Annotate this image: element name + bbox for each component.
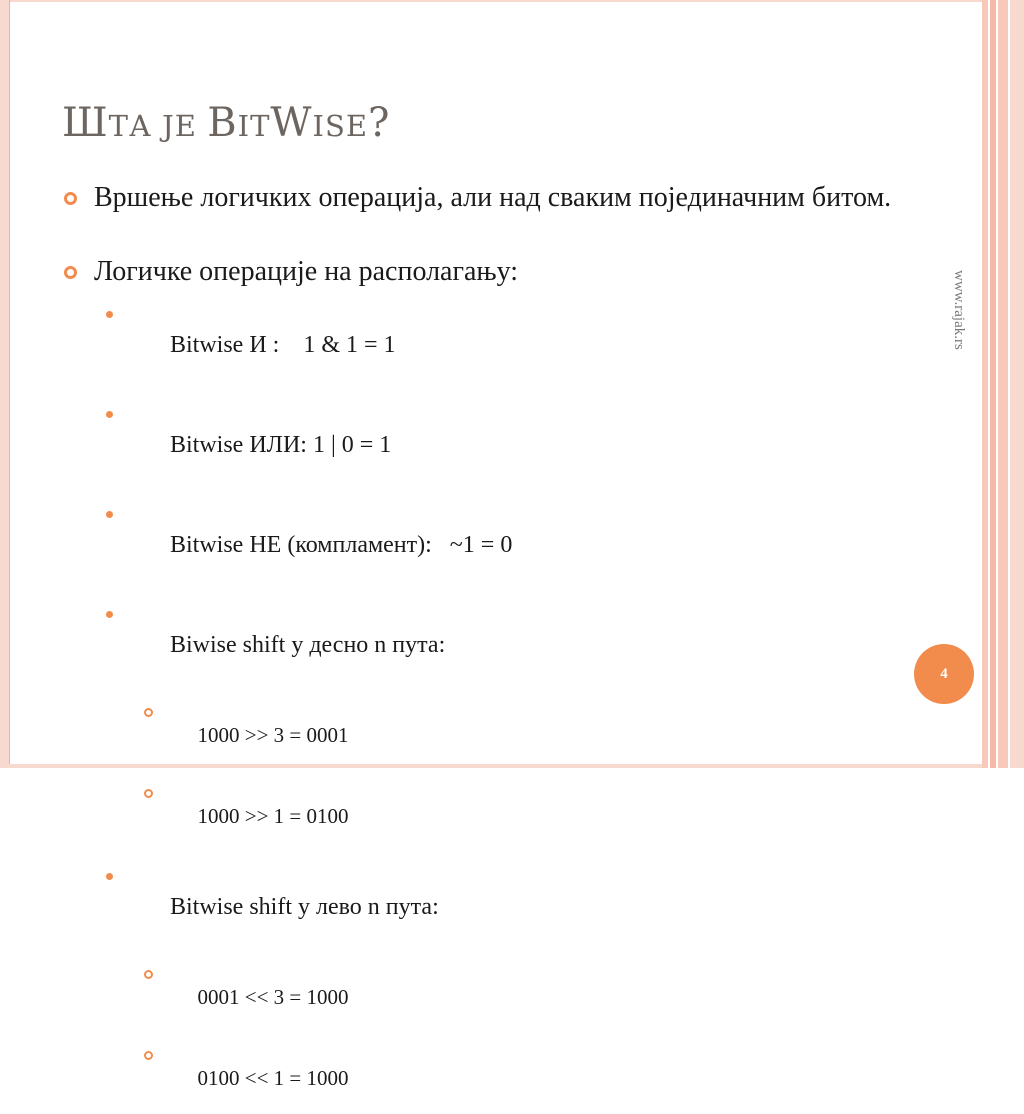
right-stripe — [998, 0, 1008, 768]
sub-bullet-text: Bitwise ИЛИ: 1 | 0 = 1 — [170, 432, 392, 458]
sub-bullet-item — [62, 300, 922, 390]
dot-bullet-icon — [106, 873, 113, 880]
frame-left — [0, 0, 9, 768]
example-item — [62, 1042, 922, 1114]
small-ring-bullet-icon — [144, 708, 153, 717]
website-url — [943, 270, 973, 380]
small-ring-bullet-icon — [144, 1051, 153, 1060]
page-number: 4 — [940, 665, 948, 682]
dot-bullet-icon — [106, 311, 113, 318]
website-url-text: www.rajak.rs — [951, 270, 967, 350]
sub-bullet-item — [62, 600, 922, 690]
dot-bullet-icon — [106, 511, 113, 518]
bullet-item — [62, 180, 922, 216]
frame-top — [0, 0, 1024, 2]
sub-bullet-item — [62, 400, 922, 490]
right-stripe — [1010, 0, 1024, 768]
example-text: 1000 >> 1 = 0100 — [197, 804, 349, 828]
bullet-item — [62, 254, 922, 290]
example-item — [62, 780, 922, 852]
small-ring-bullet-icon — [144, 789, 153, 798]
slide-content — [62, 180, 922, 1114]
dot-bullet-icon — [106, 411, 113, 418]
dot-bullet-icon — [106, 611, 113, 618]
sub-bullet-text: Bitwise shift у лево n пута: — [170, 894, 439, 920]
example-item — [62, 961, 922, 1033]
sub-bullet-text: Bitwise И : 1 & 1 = 1 — [170, 332, 396, 358]
ring-bullet-icon — [64, 266, 77, 279]
example-item — [62, 699, 922, 771]
ring-bullet-icon — [64, 192, 77, 205]
bullet-text: Логичке операције на располагању: — [94, 256, 519, 287]
sub-bullet-text: Bitwise НЕ (компламент): ~1 = 0 — [170, 532, 513, 558]
frame-left-line — [9, 0, 10, 768]
sub-bullet-item — [62, 500, 922, 590]
example-text: 0100 << 1 = 1000 — [197, 1066, 349, 1090]
page-number-badge — [914, 644, 974, 704]
slide-title: ШТА ЈЕ BITWISE? — [62, 100, 391, 146]
example-text: 1000 >> 3 = 0001 — [197, 723, 349, 747]
bullet-text: Вршење логичких операција, али над сваким појединачним битом. — [94, 182, 892, 213]
small-ring-bullet-icon — [144, 970, 153, 979]
sub-bullet-text: Biwise shift у десно n пута: — [170, 632, 446, 658]
example-text: 0001 << 3 = 1000 — [197, 985, 349, 1009]
sub-bullet-item — [62, 862, 922, 952]
